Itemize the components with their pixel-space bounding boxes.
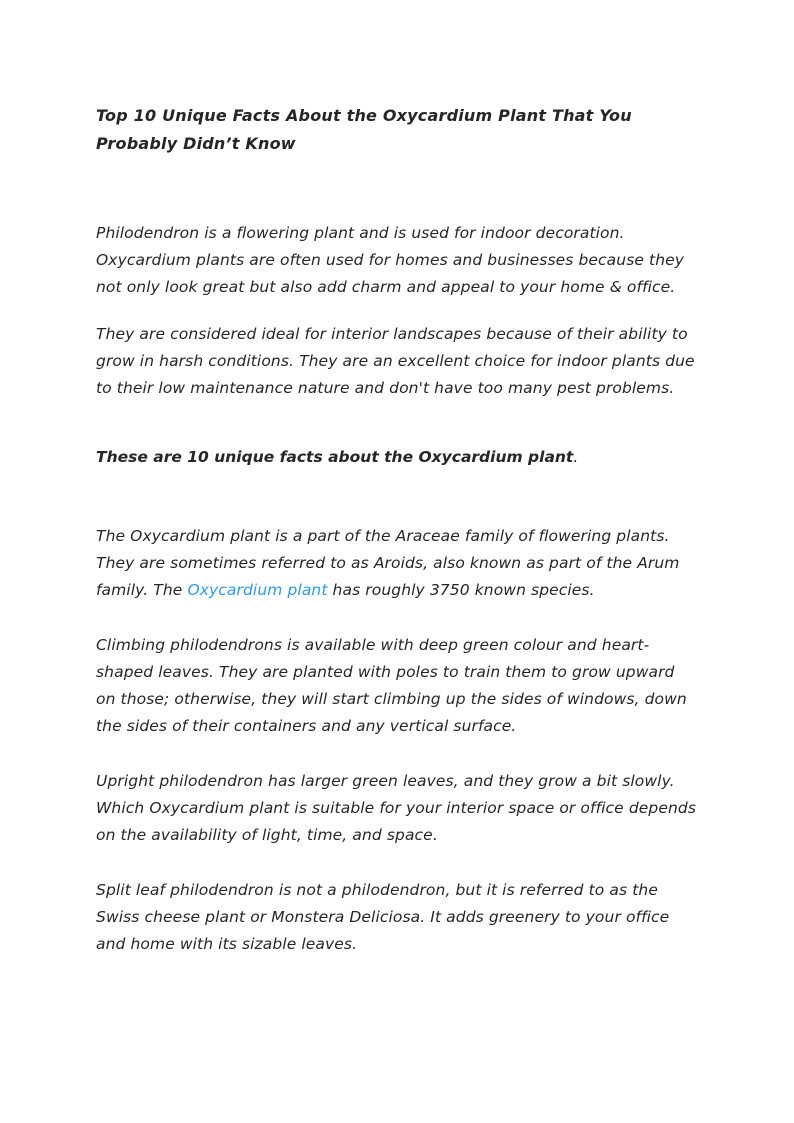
document-content <box>96 102 698 958</box>
intro-paragraph-2: They are considered ideal for interior landscapes because of their ability to grow in harsh conditions. They are an excellent choice for indoor plants due to their low maintenance nature and don't have too many pest problems. <box>96 325 695 397</box>
fact-paragraph-araceae <box>96 523 698 604</box>
subheading-bold-text: These are 10 unique facts about the Oxycardium plant <box>96 448 574 466</box>
document-title: Top 10 Unique Facts About the Oxycardium Plant That You Probably Didn’t Know <box>96 106 632 153</box>
fact-paragraph-split-leaf: Split leaf philodendron is not a philodendron, but it is referred to as the Swiss cheese plant or Monstera Deliciosa. It adds greenery to your office and home with its sizable leaves. <box>96 881 670 953</box>
intro-paragraph-1: Philodendron is a flowering plant and is used for indoor decoration. Oxycardium plants are often used for homes and businesses because they not only look great but also add charm and appeal to your home & office. <box>96 224 685 296</box>
fact-paragraph-araceae-before-link: The Oxycardium plant is a part of the Araceae family of flowering plants. They are sometimes referred to as Aroids, also known as part of the Arum family. The <box>96 527 680 599</box>
subheading-suffix: . <box>573 448 579 466</box>
oxycardium-plant-link[interactable]: Oxycardium plant <box>187 581 328 599</box>
fact-paragraph-climbing: Climbing philodendrons is available with deep green colour and heart-shaped leaves. They are planted with poles to train them to grow upward on those; otherwise, they will start climbing up the sides of windows, down the sides of their containers and any vertical surface. <box>96 636 687 735</box>
fact-paragraph-araceae-after-link: has roughly 3750 known species. <box>327 581 595 599</box>
fact-paragraph-upright: Upright philodendron has larger green leaves, and they grow a bit slowly. Which Oxycardium plant is suitable for your interior space or office depends on the availability of light, time, and space. <box>96 772 697 844</box>
subheading <box>96 444 698 471</box>
